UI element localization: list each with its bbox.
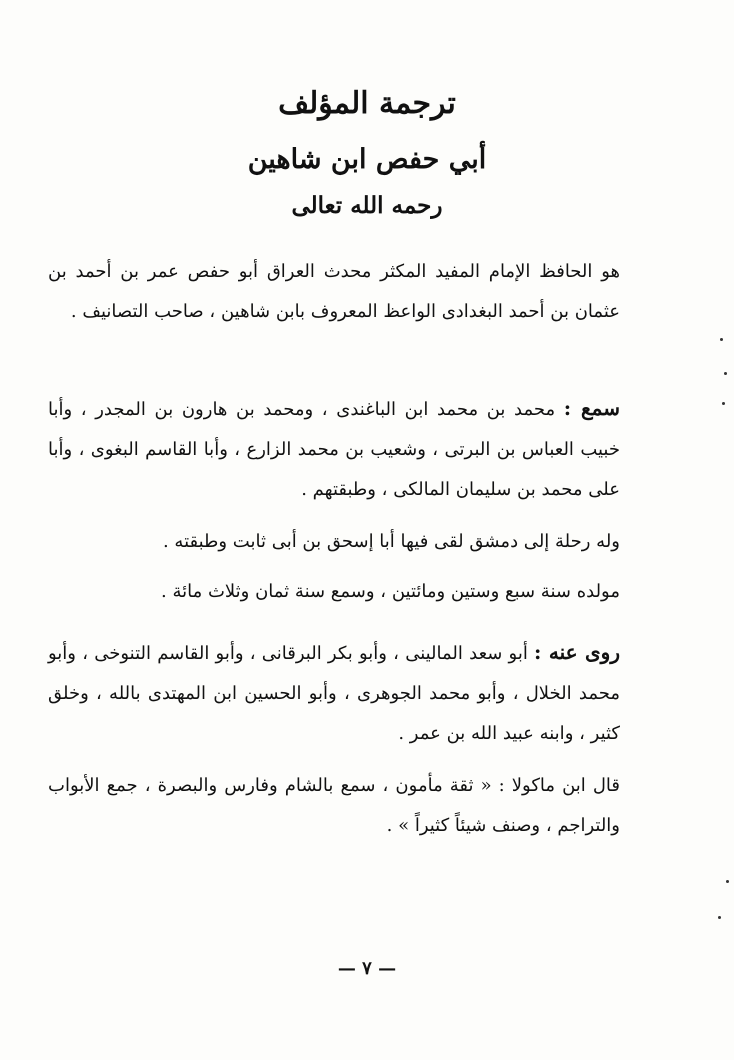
- author-name: أبي حفص ابن شاهين: [247, 144, 487, 175]
- paragraph-quote: [48, 766, 620, 846]
- scan-speck: [722, 402, 725, 405]
- page-number: — ٧ —: [337, 958, 397, 979]
- scan-speck: [720, 338, 723, 341]
- paragraph-travel: [48, 522, 620, 562]
- paragraph-lead: سمع :: [563, 396, 620, 420]
- paragraph-text: مولده سنة سبع وستين ومائتين ، وسمع سنة ثمان وثلاث مائة .: [161, 581, 620, 602]
- blessing-line: رحمه الله تعالى: [291, 192, 443, 219]
- scan-speck: [724, 372, 727, 375]
- scan-speck: [726, 880, 729, 883]
- paragraph-lead: روى عنه :: [534, 640, 620, 664]
- paragraph-text: محمد بن محمد ابن الباغندى ، ومحمد بن هارون بن المجدر ، وأبا خبيب العباس بن البرتى ، وشعيب بن محمد الزارع ، وأبا القاسم البغوى ، وأبا على محمد بن سليمان المالكى ، وطبقتهم .: [48, 399, 620, 500]
- paragraph-text: هو الحافظ الإمام المفيد المكثر محدث العراق أبو حفص عمر بن أحمد بن عثمان بن أحمد البغدادى الواعظ المعروف بابن شاهين ، صاحب التصانيف .: [48, 261, 620, 322]
- paragraph-introduction: [48, 252, 620, 332]
- page-title: ترجمة المؤلف: [278, 86, 456, 121]
- paragraph-text: وله رحلة إلى دمشق لقى فيها أبا إسحق بن أبى ثابت وطبقته .: [162, 531, 620, 552]
- paragraph-text: أبو سعد المالينى ، وأبو بكر البرقانى ، وأبو القاسم التنوخى ، وأبو محمد الخلال ، وأبو محمد الجوهرى ، وأبو الحسين ابن المهتدى بالله ، وخلق كثير ، وابنه عبيد الله بن عمر .: [48, 643, 620, 744]
- paragraph-teachers: [48, 388, 620, 510]
- paragraph-students: [48, 632, 620, 754]
- scan-speck: [718, 916, 721, 919]
- paragraph-text: قال ابن ماكولا : « ثقة مأمون ، سمع بالشام وفارس والبصرة ، جمع الأبواب والتراجم ، وصنف شيئاً كثيراً » .: [48, 775, 620, 836]
- paragraph-birth: [48, 572, 620, 612]
